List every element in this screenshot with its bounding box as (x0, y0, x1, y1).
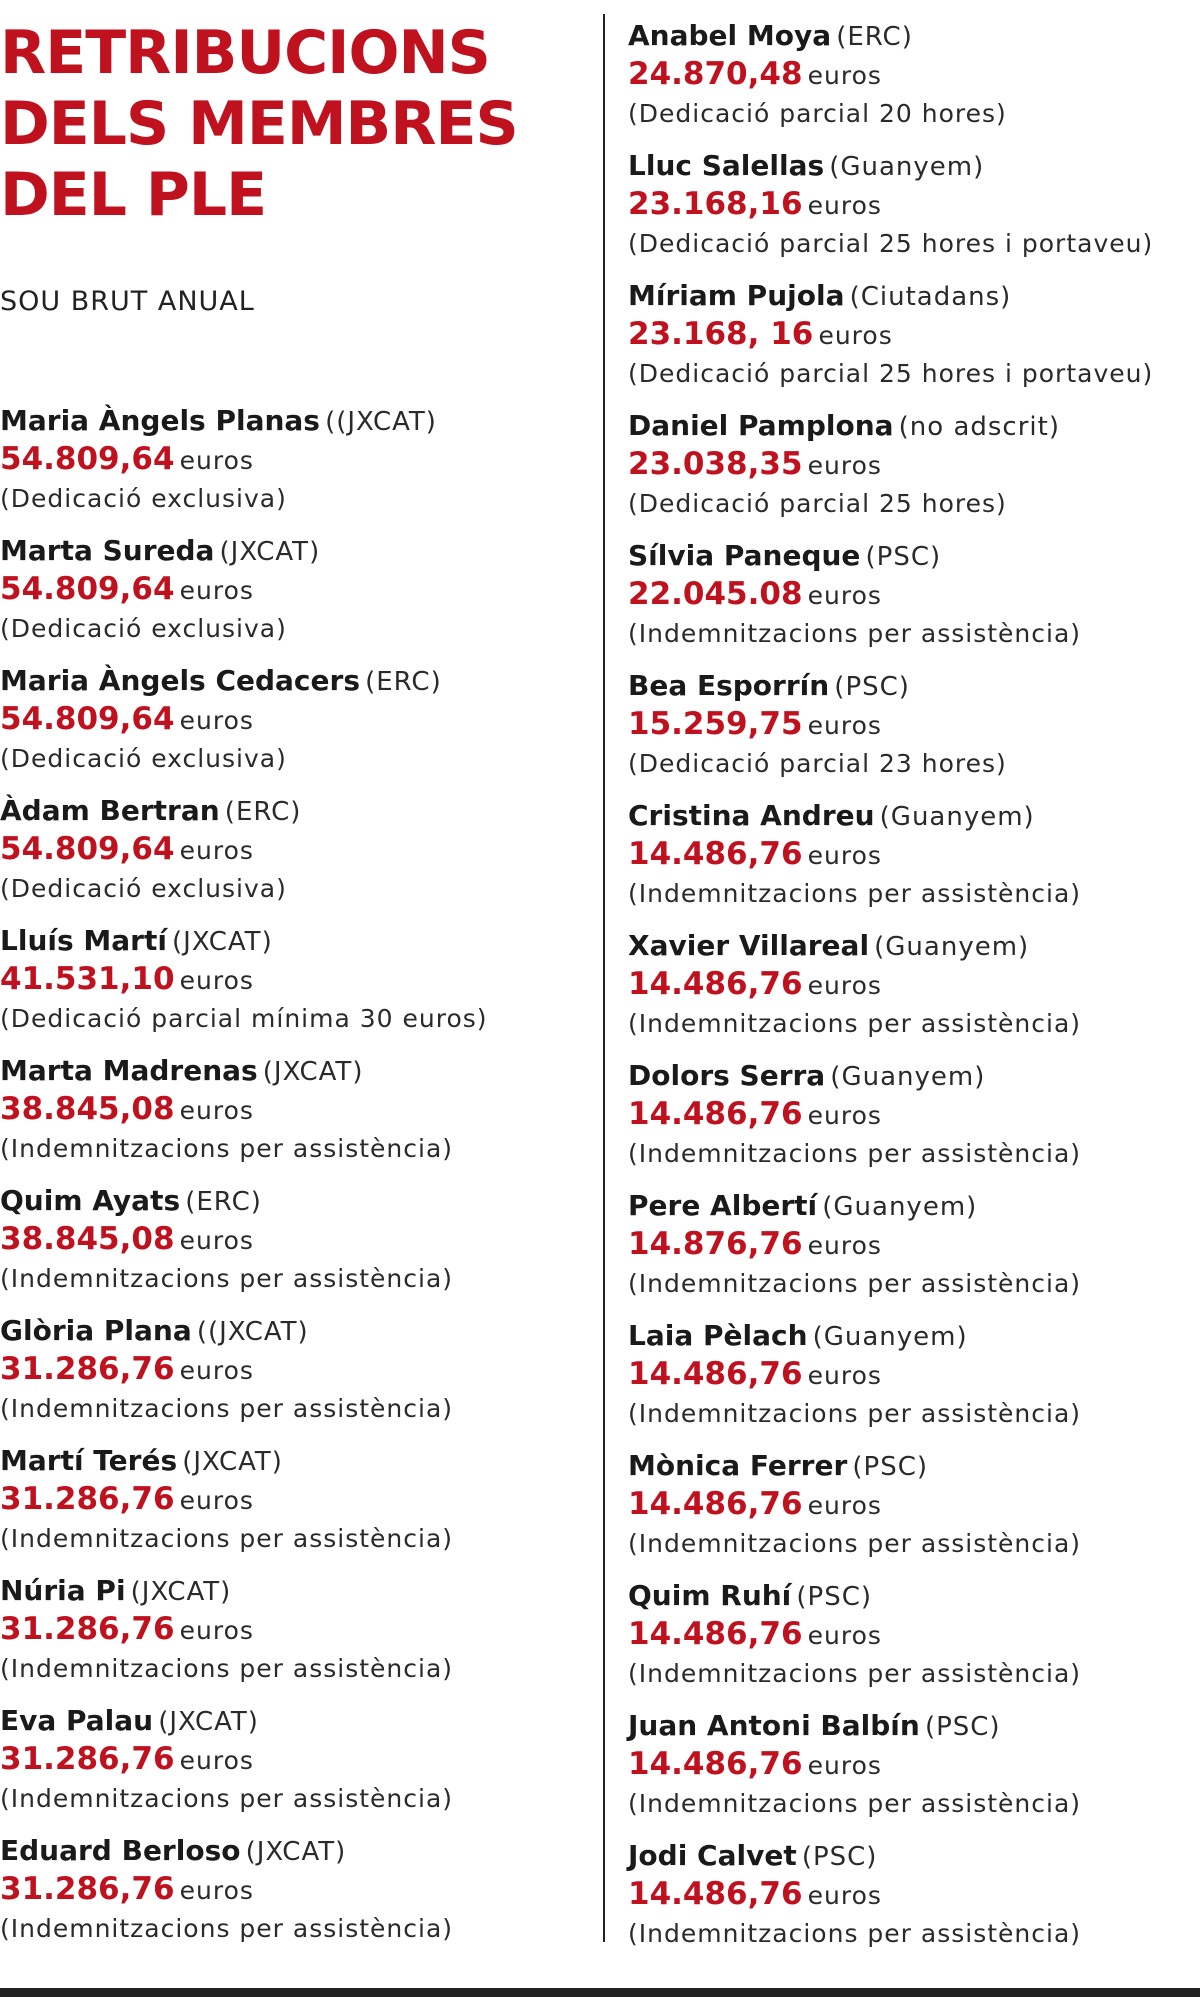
member-name-line (0, 1441, 488, 1480)
member-party: (Ciutadans) (849, 282, 1012, 312)
member-amount-line (0, 440, 488, 479)
currency-unit: euros (807, 1231, 882, 1260)
member-name-line (0, 1051, 488, 1090)
currency-unit: euros (179, 966, 254, 995)
salary-amount: 14.486,76 (628, 1746, 803, 1782)
page-title: RETRIBUCIONS DELS MEMBRES DEL PLE (0, 18, 518, 230)
member-amount-line (628, 965, 1153, 1004)
member-name: Eva Palau (0, 1704, 154, 1737)
member-party: (Guanyem) (829, 152, 985, 182)
member-entry (0, 661, 488, 791)
currency-unit: euros (807, 581, 882, 610)
member-amount-line (0, 570, 488, 609)
salary-amount: 54.809,64 (0, 831, 175, 867)
member-entry (628, 796, 1153, 926)
currency-unit: euros (807, 971, 882, 1000)
member-party: (PSC) (924, 1712, 1001, 1742)
member-entry (0, 1051, 488, 1181)
currency-unit: euros (179, 1746, 254, 1775)
salary-amount: 14.876,76 (628, 1226, 803, 1262)
member-party: (no adscrit) (898, 412, 1060, 442)
salary-amount: 14.486,76 (628, 1616, 803, 1652)
member-party: (JXCAT) (262, 1057, 364, 1087)
member-name-line (0, 1701, 488, 1740)
member-entry (0, 1571, 488, 1701)
member-entry (628, 926, 1153, 1056)
member-name: Pere Albertí (628, 1189, 818, 1222)
salary-amount: 38.845,08 (0, 1091, 175, 1127)
member-entry (628, 1836, 1153, 1966)
dedication-detail: (Indemnitzacions per assistència) (628, 1919, 1082, 1948)
member-amount-line (0, 700, 488, 739)
member-name-line (628, 796, 1153, 835)
currency-unit: euros (807, 1881, 882, 1910)
member-name: Anabel Moya (628, 19, 832, 52)
currency-unit: euros (807, 1101, 882, 1130)
member-amount-line (0, 960, 488, 999)
salary-amount: 54.809,64 (0, 701, 175, 737)
member-name: Jodi Calvet (628, 1839, 797, 1872)
member-party: (JXCAT) (158, 1707, 259, 1737)
member-party: (PSC) (834, 672, 910, 702)
currency-unit: euros (179, 446, 254, 475)
member-entry (628, 1576, 1153, 1706)
member-entry (0, 401, 488, 531)
salary-amount: 23.168,16 (628, 186, 803, 222)
member-entry (0, 1831, 488, 1961)
column-divider (603, 14, 605, 1942)
member-party: (Guanyem) (879, 802, 1035, 832)
member-name: Martí Terés (0, 1444, 178, 1477)
salary-amount: 23.038,35 (628, 446, 803, 482)
dedication-detail: (Dedicació exclusiva) (0, 874, 287, 903)
member-name-line (628, 666, 1153, 705)
dedication-detail: (Indemnitzacions per assistència) (0, 1264, 454, 1293)
dedication-detail: (Indemnitzacions per assistència) (628, 619, 1082, 648)
member-party: (JXCAT) (130, 1577, 232, 1607)
dedication-detail: (Indemnitzacions per assistència) (628, 1139, 1082, 1168)
member-party: (Guanyem) (812, 1322, 968, 1352)
dedication-detail: (Indemnitzacions per assistència) (628, 1009, 1082, 1038)
currency-unit: euros (179, 1096, 254, 1125)
member-amount-line (628, 1745, 1153, 1784)
member-entry (0, 791, 488, 921)
member-party: ((JXCAT) (325, 407, 437, 437)
member-amount-line (628, 575, 1153, 614)
bottom-rule (0, 1988, 1200, 1997)
member-name-line (0, 921, 488, 960)
member-name: Laia Pèlach (628, 1319, 808, 1352)
member-party: (JXCAT) (172, 927, 273, 957)
dedication-detail: (Dedicació parcial 25 hores) (628, 489, 1007, 518)
currency-unit: euros (179, 1226, 254, 1255)
member-name: Àdam Bertran (0, 794, 220, 827)
member-amount-line (628, 1095, 1153, 1134)
currency-unit: euros (179, 836, 254, 865)
salary-amount: 14.486,76 (628, 1876, 803, 1912)
member-name: Marta Madrenas (0, 1054, 258, 1087)
page-subtitle: SOU BRUT ANUAL (0, 286, 255, 317)
member-name-line (628, 1836, 1153, 1875)
member-name-line (0, 1181, 488, 1220)
members-list-right (628, 16, 1153, 1966)
member-amount-line (0, 1740, 488, 1779)
salary-amount: 23.168, 16 (628, 316, 814, 352)
dedication-detail: (Indemnitzacions per assistència) (0, 1524, 454, 1553)
member-entry (628, 1186, 1153, 1316)
member-name-line (628, 16, 1153, 55)
currency-unit: euros (179, 1876, 254, 1905)
member-name: Núria Pi (0, 1574, 126, 1607)
salary-amount: 15.259,75 (628, 706, 803, 742)
dedication-detail: (Indemnitzacions per assistència) (628, 1399, 1082, 1428)
member-amount-line (628, 1355, 1153, 1394)
member-name-line (628, 1706, 1153, 1745)
member-party: ((JXCAT) (196, 1317, 309, 1347)
member-amount-line (0, 1350, 488, 1389)
currency-unit: euros (807, 1621, 882, 1650)
salary-amount: 14.486,76 (628, 966, 803, 1002)
member-entry (0, 1181, 488, 1311)
member-entry (628, 536, 1153, 666)
member-name-line (628, 146, 1153, 185)
member-amount-line (628, 1615, 1153, 1654)
member-amount-line (628, 445, 1153, 484)
member-entry (628, 146, 1153, 276)
member-amount-line (628, 55, 1153, 94)
member-name-line (628, 926, 1153, 965)
member-name: Lluís Martí (0, 924, 167, 957)
member-name-line (628, 1446, 1153, 1485)
currency-unit: euros (807, 61, 882, 90)
dedication-detail: (Dedicació parcial 23 hores) (628, 749, 1007, 778)
currency-unit: euros (807, 1751, 882, 1780)
member-name: Daniel Pamplona (628, 409, 894, 442)
currency-unit: euros (807, 451, 882, 480)
currency-unit: euros (179, 1356, 254, 1385)
member-name-line (0, 1571, 488, 1610)
dedication-detail: (Indemnitzacions per assistència) (0, 1784, 454, 1813)
currency-unit: euros (179, 576, 254, 605)
member-party: (JXCAT) (182, 1447, 283, 1477)
dedication-detail: (Indemnitzacions per assistència) (0, 1394, 454, 1423)
member-entry (0, 1311, 488, 1441)
member-name-line (0, 791, 488, 830)
member-party: (ERC) (224, 797, 302, 827)
member-entry (0, 921, 488, 1051)
member-amount-line (0, 1870, 488, 1909)
member-party: (Guanyem) (830, 1062, 986, 1092)
member-name: Dolors Serra (628, 1059, 826, 1092)
member-name-line (628, 1316, 1153, 1355)
dedication-detail: (Dedicació exclusiva) (0, 614, 287, 643)
member-name: Quim Ayats (0, 1184, 181, 1217)
member-name: Sílvia Paneque (628, 539, 861, 572)
member-entry (0, 531, 488, 661)
dedication-detail: (Dedicació exclusiva) (0, 484, 287, 513)
member-amount-line (628, 1485, 1153, 1524)
dedication-detail: (Indemnitzacions per assistència) (628, 1269, 1082, 1298)
member-amount-line (0, 1220, 488, 1259)
dedication-detail: (Dedicació parcial 20 hores) (628, 99, 1007, 128)
member-amount-line (628, 315, 1153, 354)
member-name: Bea Esporrín (628, 669, 830, 702)
salary-amount: 14.486,76 (628, 1356, 803, 1392)
member-name-line (628, 276, 1153, 315)
member-amount-line (628, 1875, 1153, 1914)
member-entry (628, 1706, 1153, 1836)
member-entry (628, 276, 1153, 406)
member-name-line (628, 406, 1153, 445)
salary-amount: 38.845,08 (0, 1221, 175, 1257)
members-list-left (0, 401, 488, 1961)
salary-amount: 31.286,76 (0, 1741, 175, 1777)
salary-amount: 31.286,76 (0, 1351, 175, 1387)
salary-amount: 14.486,76 (628, 1096, 803, 1132)
currency-unit: euros (807, 711, 882, 740)
member-name: Glòria Plana (0, 1314, 192, 1347)
member-entry (628, 16, 1153, 146)
member-entry (628, 1446, 1153, 1576)
member-amount-line (0, 1610, 488, 1649)
member-name-line (0, 401, 488, 440)
salary-amount: 31.286,76 (0, 1871, 175, 1907)
member-party: (Guanyem) (874, 932, 1030, 962)
member-name: Maria Àngels Planas (0, 404, 320, 437)
dedication-detail: (Indemnitzacions per assistència) (0, 1134, 454, 1163)
member-name-line (628, 1186, 1153, 1225)
member-amount-line (0, 1480, 488, 1519)
member-name: Cristina Andreu (628, 799, 875, 832)
currency-unit: euros (807, 841, 882, 870)
currency-unit: euros (179, 1486, 254, 1515)
member-name: Marta Sureda (0, 534, 215, 567)
member-name-line (628, 1056, 1153, 1095)
dedication-detail: (Dedicació parcial 25 hores i portaveu) (628, 229, 1154, 258)
member-entry (0, 1701, 488, 1831)
dedication-detail: (Indemnitzacions per assistència) (628, 1789, 1082, 1818)
salary-amount: 14.486,76 (628, 1486, 803, 1522)
member-amount-line (628, 835, 1153, 874)
salary-amount: 54.809,64 (0, 441, 175, 477)
member-amount-line (628, 185, 1153, 224)
member-entry (0, 1441, 488, 1571)
member-name-line (628, 1576, 1153, 1615)
member-entry (628, 666, 1153, 796)
member-name-line (0, 661, 488, 700)
member-entry (628, 406, 1153, 536)
currency-unit: euros (179, 706, 254, 735)
member-name: Xavier Villareal (628, 929, 870, 962)
member-name: Quim Ruhí (628, 1579, 792, 1612)
member-name-line (0, 1831, 488, 1870)
member-name: Juan Antoni Balbín (628, 1709, 920, 1742)
currency-unit: euros (807, 1361, 882, 1390)
currency-unit: euros (807, 191, 882, 220)
member-party: (PSC) (796, 1582, 873, 1612)
member-name-line (0, 531, 488, 570)
member-party: (JXCAT) (219, 537, 321, 567)
salary-amount: 54.809,64 (0, 571, 175, 607)
dedication-detail: (Dedicació parcial mínima 30 euros) (0, 1004, 488, 1033)
dedication-detail: (Indemnitzacions per assistència) (628, 1659, 1082, 1688)
member-entry (628, 1316, 1153, 1446)
salary-amount: 22.045.08 (628, 576, 803, 612)
salary-amount: 24.870,48 (628, 56, 803, 92)
member-party: (PSC) (865, 542, 942, 572)
member-party: (PSC) (801, 1842, 878, 1872)
member-name: Lluc Salellas (628, 149, 825, 182)
currency-unit: euros (807, 1491, 882, 1520)
dedication-detail: (Indemnitzacions per assistència) (0, 1914, 454, 1943)
currency-unit: euros (818, 321, 893, 350)
member-name: Maria Àngels Cedacers (0, 664, 360, 697)
member-party: (JXCAT) (245, 1837, 347, 1867)
member-party: (PSC) (852, 1452, 928, 1482)
currency-unit: euros (179, 1616, 254, 1645)
member-amount-line (0, 1090, 488, 1129)
dedication-detail: (Indemnitzacions per assistència) (628, 1529, 1082, 1558)
salary-amount: 31.286,76 (0, 1611, 175, 1647)
dedication-detail: (Dedicació parcial 25 hores i portaveu) (628, 359, 1154, 388)
member-party: (ERC) (185, 1187, 262, 1217)
salary-amount: 14.486,76 (628, 836, 803, 872)
member-party: (ERC) (365, 667, 442, 697)
salary-amount: 41.531,10 (0, 961, 175, 997)
dedication-detail: (Indemnitzacions per assistència) (628, 879, 1082, 908)
member-party: (ERC) (836, 22, 913, 52)
member-name-line (628, 536, 1153, 575)
member-name-line (0, 1311, 488, 1350)
member-name: Mònica Ferrer (628, 1449, 848, 1482)
member-name: Míriam Pujola (628, 279, 845, 312)
dedication-detail: (Dedicació exclusiva) (0, 744, 287, 773)
member-entry (628, 1056, 1153, 1186)
member-party: (Guanyem) (822, 1192, 978, 1222)
salary-amount: 31.286,76 (0, 1481, 175, 1517)
member-name: Eduard Berloso (0, 1834, 241, 1867)
dedication-detail: (Indemnitzacions per assistència) (0, 1654, 454, 1683)
member-amount-line (0, 830, 488, 869)
member-amount-line (628, 1225, 1153, 1264)
member-amount-line (628, 705, 1153, 744)
